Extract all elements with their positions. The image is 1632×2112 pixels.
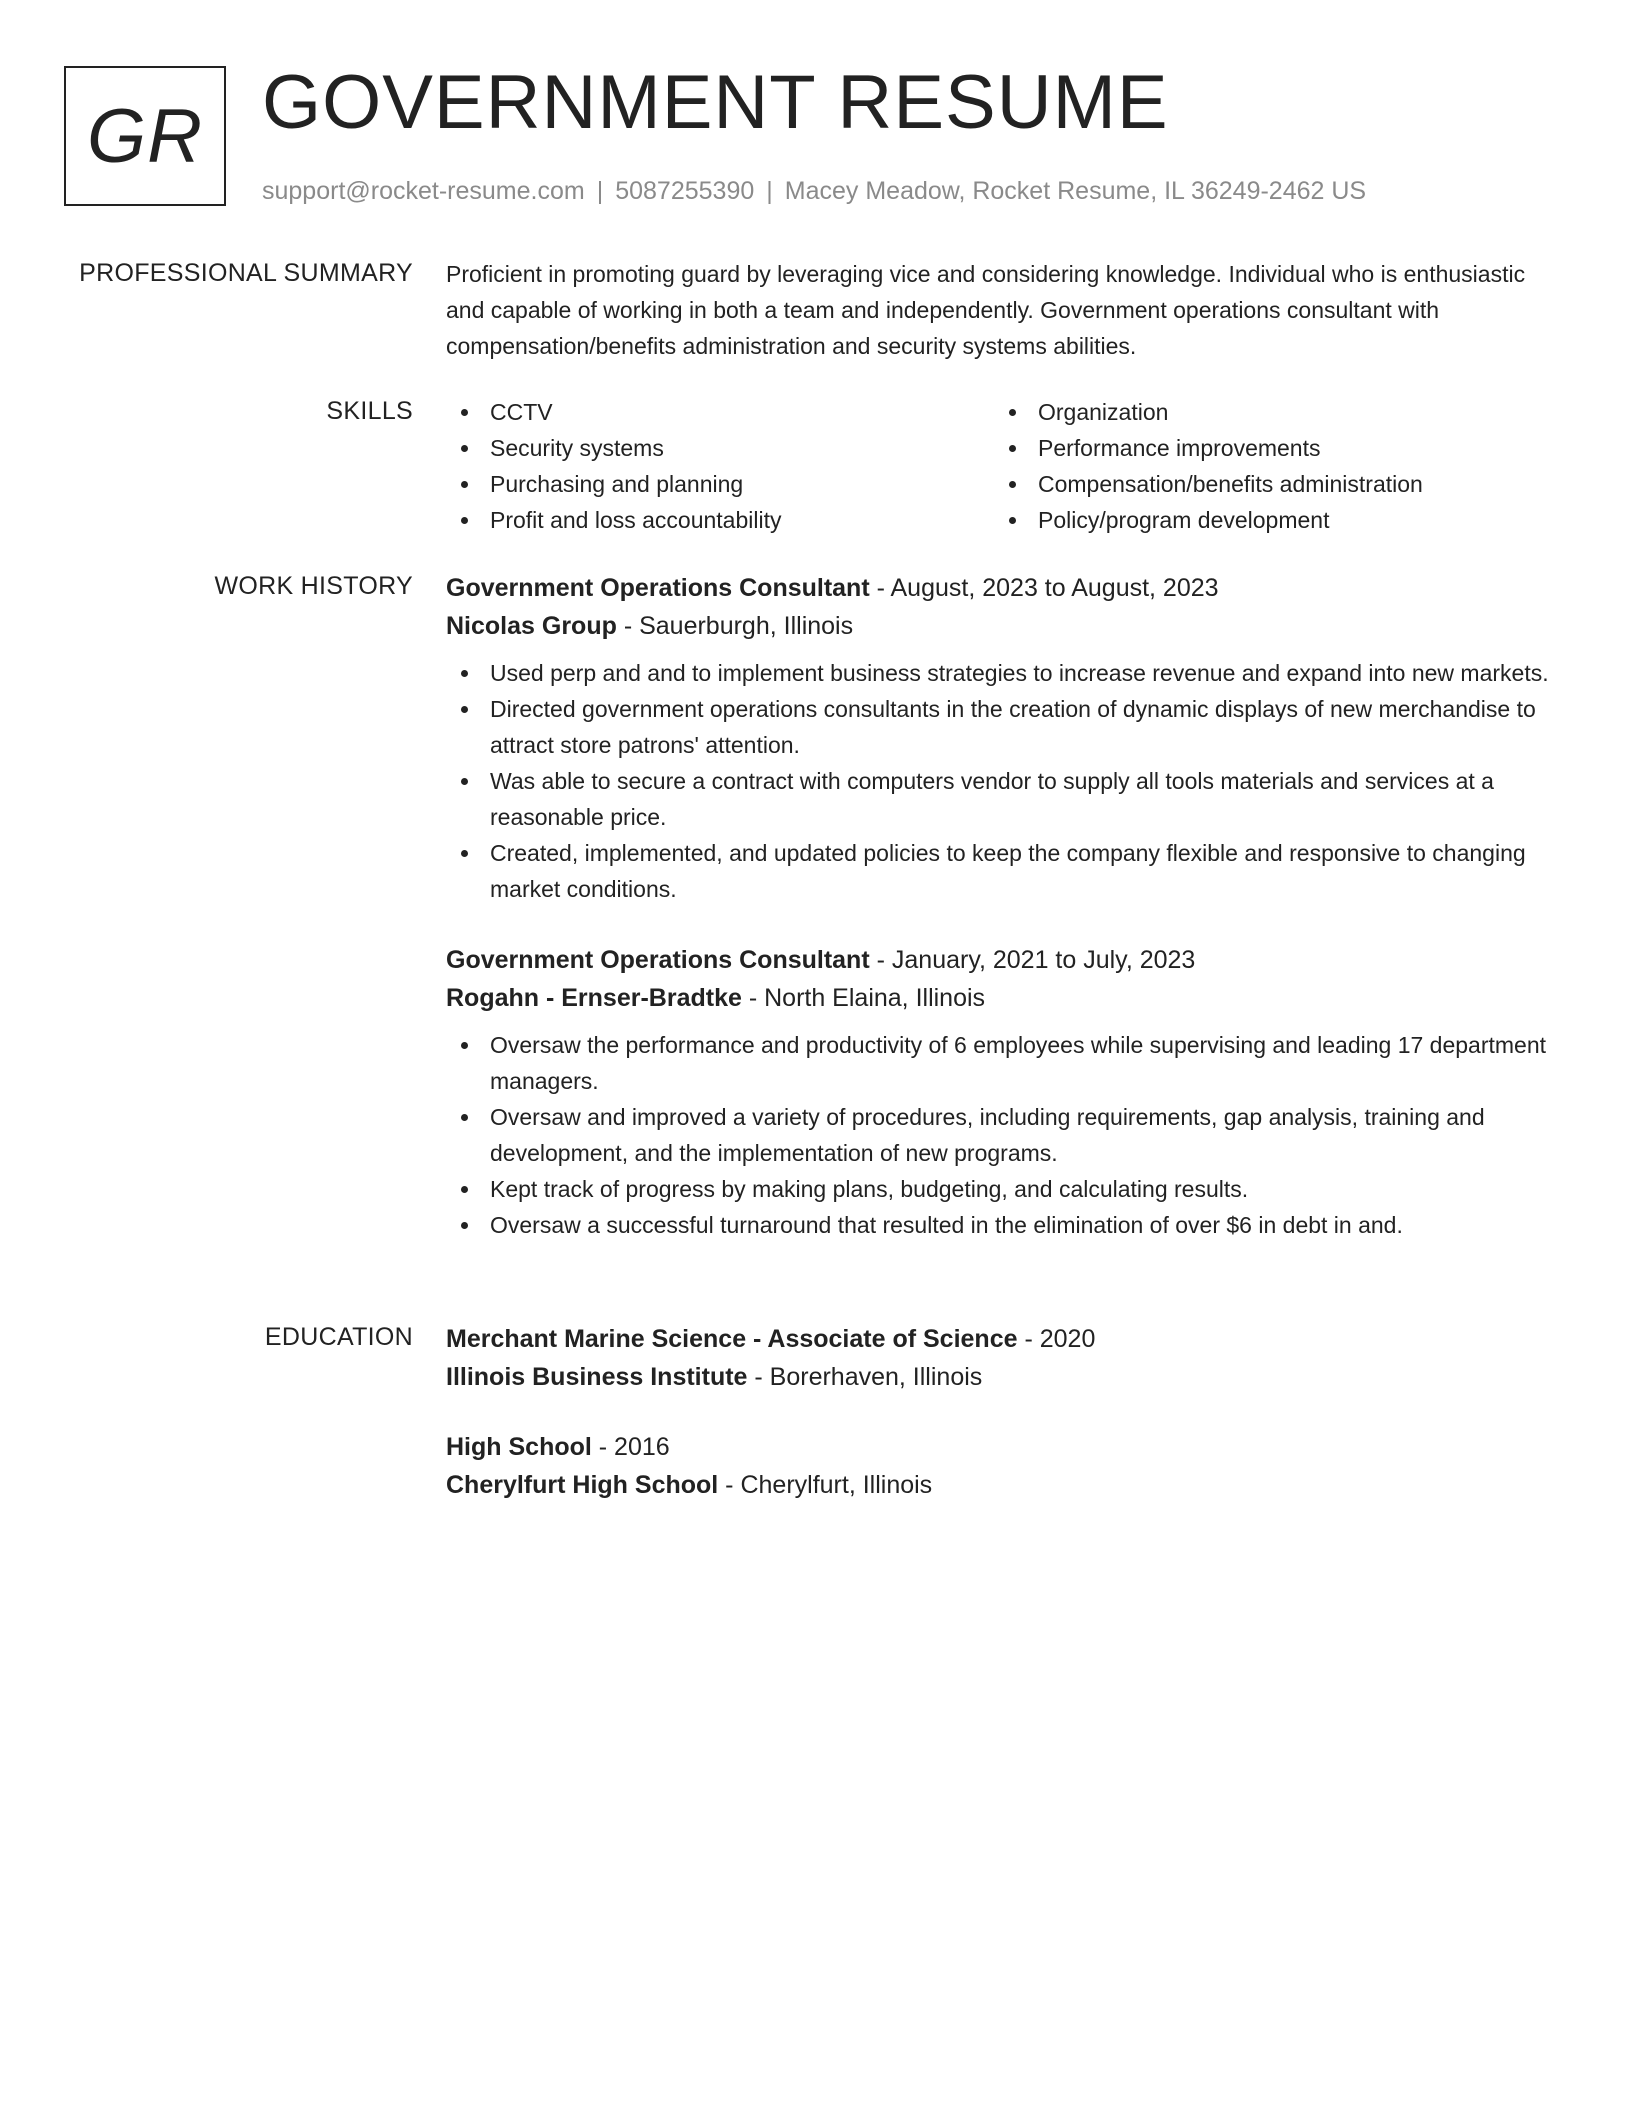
monogram-initials: GR <box>87 93 203 179</box>
skills-column-left <box>446 394 994 538</box>
resume-name: GOVERNMENT RESUME <box>262 60 1169 145</box>
skill-item: Security systems <box>446 430 994 466</box>
job-location: - North Elaina, Illinois <box>741 984 986 1012</box>
job-bullets <box>446 1027 1561 1243</box>
contact-separator: | <box>766 177 773 205</box>
job-company-line <box>446 607 1561 645</box>
job-company: Rogahn - Ernser-Bradtke <box>446 984 742 1012</box>
education-location: - Cherylfurt, Illinois <box>718 1471 933 1499</box>
job-entry <box>446 569 1561 907</box>
job-title: Government Operations Consultant <box>446 574 870 602</box>
education-degree: Merchant Marine Science - Associate of Science <box>446 1325 1018 1353</box>
education-degree: High School <box>446 1433 592 1461</box>
job-company: Nicolas Group <box>446 612 617 640</box>
skill-item: Performance improvements <box>994 430 1542 466</box>
education-degree-line <box>446 1320 1561 1358</box>
skills-list-right <box>994 394 1542 538</box>
skill-item: Profit and loss accountability <box>446 502 994 538</box>
job-bullets <box>446 655 1561 907</box>
job-dates: - August, 2023 to August, 2023 <box>869 574 1219 602</box>
job-bullet: Oversaw a successful turnaround that resulted in the elimination of over $6 in debt in and. <box>446 1207 1561 1243</box>
contact-email: support@rocket-resume.com <box>262 177 585 205</box>
job-dates: - January, 2021 to July, 2023 <box>869 946 1196 974</box>
education-label: EDUCATION <box>264 1323 413 1351</box>
skill-item: Compensation/benefits administration <box>994 466 1542 502</box>
work-history-body <box>446 569 1561 1243</box>
job-bullet: Used perp and and to implement business strategies to increase revenue and expand into new markets. <box>446 655 1561 691</box>
education-entry <box>446 1320 1561 1396</box>
education-school-line <box>446 1358 1561 1396</box>
contact-separator: | <box>596 177 604 205</box>
skills-body <box>446 394 1561 538</box>
skill-item: Organization <box>994 394 1542 430</box>
education-year: - 2020 <box>1017 1325 1096 1353</box>
contact-address: Macey Meadow, Rocket Resume, IL 36249-2462 US <box>784 177 1367 205</box>
education-body <box>446 1320 1561 1504</box>
job-title: Government Operations Consultant <box>446 946 870 974</box>
job-bullet: Oversaw and improved a variety of procedures, including requirements, gap analysis, training and development, and the implementation of new programs. <box>446 1099 1561 1171</box>
job-bullet: Directed government operations consultants in the creation of dynamic displays of new merchandise to attract store patrons' attention. <box>446 691 1561 763</box>
job-bullet: Created, implemented, and updated policies to keep the company flexible and responsive to changing market conditions. <box>446 835 1561 907</box>
contact-line <box>262 174 1366 208</box>
skill-item: CCTV <box>446 394 994 430</box>
summary-text: Proficient in promoting guard by leveraging vice and considering knowledge. Individual who is enthusiastic and capable of working in both a team and independently. Government operations consultant with compensation/benefits administration and security systems abilities. <box>446 261 1526 359</box>
skill-item: Purchasing and planning <box>446 466 994 502</box>
education-year: - 2016 <box>591 1433 670 1461</box>
job-location: - Sauerburgh, Illinois <box>616 612 854 640</box>
job-bullet: Kept track of progress by making plans, budgeting, and calculating results. <box>446 1171 1561 1207</box>
skills-label: SKILLS <box>326 397 413 425</box>
job-bullet: Oversaw the performance and productivity of 6 employees while supervising and leading 17 department managers. <box>446 1027 1561 1099</box>
job-company-line <box>446 979 1561 1017</box>
skill-item: Policy/program development <box>994 502 1542 538</box>
summary-body <box>446 256 1561 364</box>
summary-label: PROFESSIONAL SUMMARY <box>79 259 413 287</box>
education-location: - Borerhaven, Illinois <box>747 1363 983 1391</box>
work-history-label: WORK HISTORY <box>214 572 413 600</box>
education-entry <box>446 1428 1561 1504</box>
job-title-line <box>446 569 1561 607</box>
job-title-line <box>446 941 1561 979</box>
education-school: Cherylfurt High School <box>446 1471 719 1499</box>
monogram-box <box>64 66 226 206</box>
education-school-line <box>446 1466 1561 1504</box>
job-entry <box>446 941 1561 1243</box>
contact-phone: 5087255390 <box>615 177 755 205</box>
job-bullet: Was able to secure a contract with computers vendor to supply all tools materials and services at a reasonable price. <box>446 763 1561 835</box>
skills-column-right <box>994 394 1542 538</box>
education-school: Illinois Business Institute <box>446 1363 748 1391</box>
education-degree-line <box>446 1428 1561 1466</box>
skills-list-left <box>446 394 994 538</box>
